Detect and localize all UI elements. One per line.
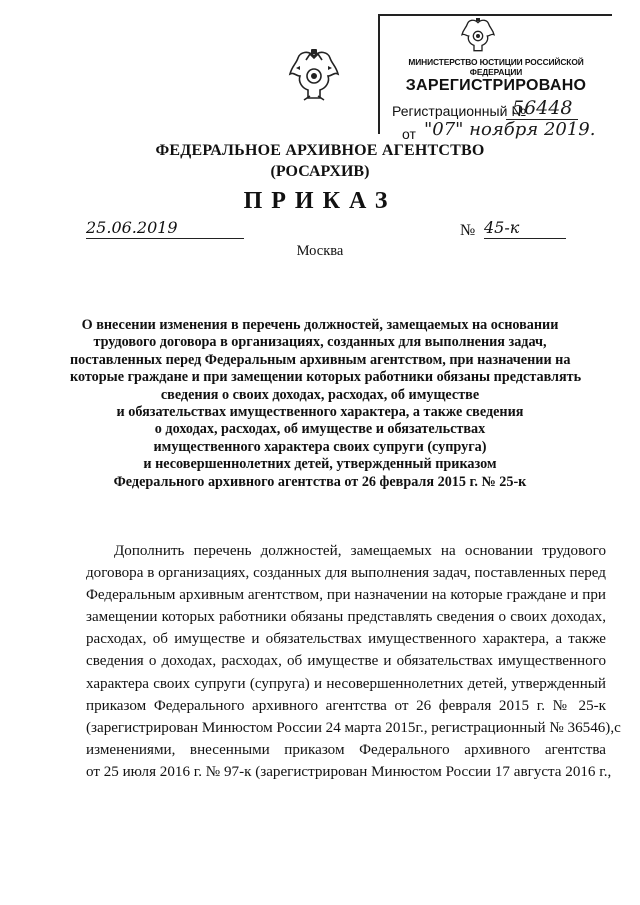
title-line: трудового договора в организациях, созданных для выполнения задач,: [93, 334, 547, 351]
body-line: приказом Федерального архивного агентства от 26 февраля 2015 г. № 25-к: [86, 697, 606, 714]
body-line: изменениями, внесенными приказом Федерального архивного агентства: [86, 741, 606, 758]
body-line: характера своих супруги (супруга) и несовершеннолетних детей, утвержденный: [86, 675, 606, 692]
order-title: [70, 317, 582, 491]
body-line: Федеральным архивным агентством, при назначении на которые граждане и при: [86, 587, 606, 604]
title-line: и обязательствах имущественного характера, а также сведения: [116, 404, 524, 421]
stamp-emblem-icon: [458, 16, 498, 56]
order-number: 45-к: [484, 218, 566, 239]
title-line: Федерального архивного агентства от 26 февраля 2015 г. № 25-к: [113, 473, 527, 490]
agency-abbreviation: (РОСАРХИВ): [270, 163, 370, 180]
stamp-registered: ЗАРЕГИСТРИРОВАНО: [405, 77, 587, 94]
stamp-reg-label: Регистрационный №: [392, 103, 527, 119]
title-line: и несовершеннолетних детей, утвержденный приказом: [143, 456, 497, 473]
body-line: (зарегистрирован Минюстом России 24 марта 2015г., регистрационный № 36546),с: [86, 719, 621, 736]
order-date: 25.06.2019: [86, 218, 244, 239]
order-number-label: №: [460, 222, 476, 239]
agency-name: ФЕДЕРАЛЬНОЕ АРХИВНОЕ АГЕНТСТВО: [155, 142, 485, 159]
title-line: имущественного характера своих супруги (супруга): [153, 438, 487, 455]
coat-of-arms-icon: [284, 46, 344, 106]
body-line: замещении которых работники обязаны представлять сведения о своих доходах,: [86, 609, 606, 626]
title-line: поставленных перед Федеральным архивным агентством, при назначении на: [70, 351, 571, 368]
title-line: о доходах, расходах, об имуществе и обязательствах: [154, 421, 486, 438]
body-line: сведения о доходах, расходах, об имуществе и обязательствах имущественного: [86, 653, 606, 670]
title-line: О внесении изменения в перечень должностей, замещаемых на основании: [81, 317, 559, 333]
body-line: договора в организациях, созданных для выполнения задач, поставленных перед: [86, 565, 606, 582]
document-type: ПРИКАЗ: [243, 188, 397, 214]
body-line: Дополнить перечень должностей, замещаемых на основании трудового: [114, 543, 606, 559]
title-line: которые граждане и при замещении которых работники обязаны представлять: [70, 369, 582, 386]
stamp-from-label: от: [402, 126, 416, 142]
body-line: от 25 июля 2016 г. № 97-к (зарегистрирован Минюстом России 17 августа 2016 г.,: [86, 763, 612, 780]
stamp-reg-number: 56448: [506, 97, 578, 120]
body-line: расходах, об имуществе и обязательствах имущественного характера, а также: [86, 631, 606, 648]
body-paragraph: [86, 540, 621, 783]
order-place: Москва: [296, 243, 344, 259]
stamp-ministry: МИНИСТЕРСТВО ЮСТИЦИИ РОССИЙСКОЙ ФЕДЕРАЦИИ: [408, 57, 584, 77]
stamp-reg-date: "07" ноября 2019.: [424, 119, 596, 140]
title-line: сведения о своих доходах, расходах, об имуществе: [160, 386, 480, 403]
